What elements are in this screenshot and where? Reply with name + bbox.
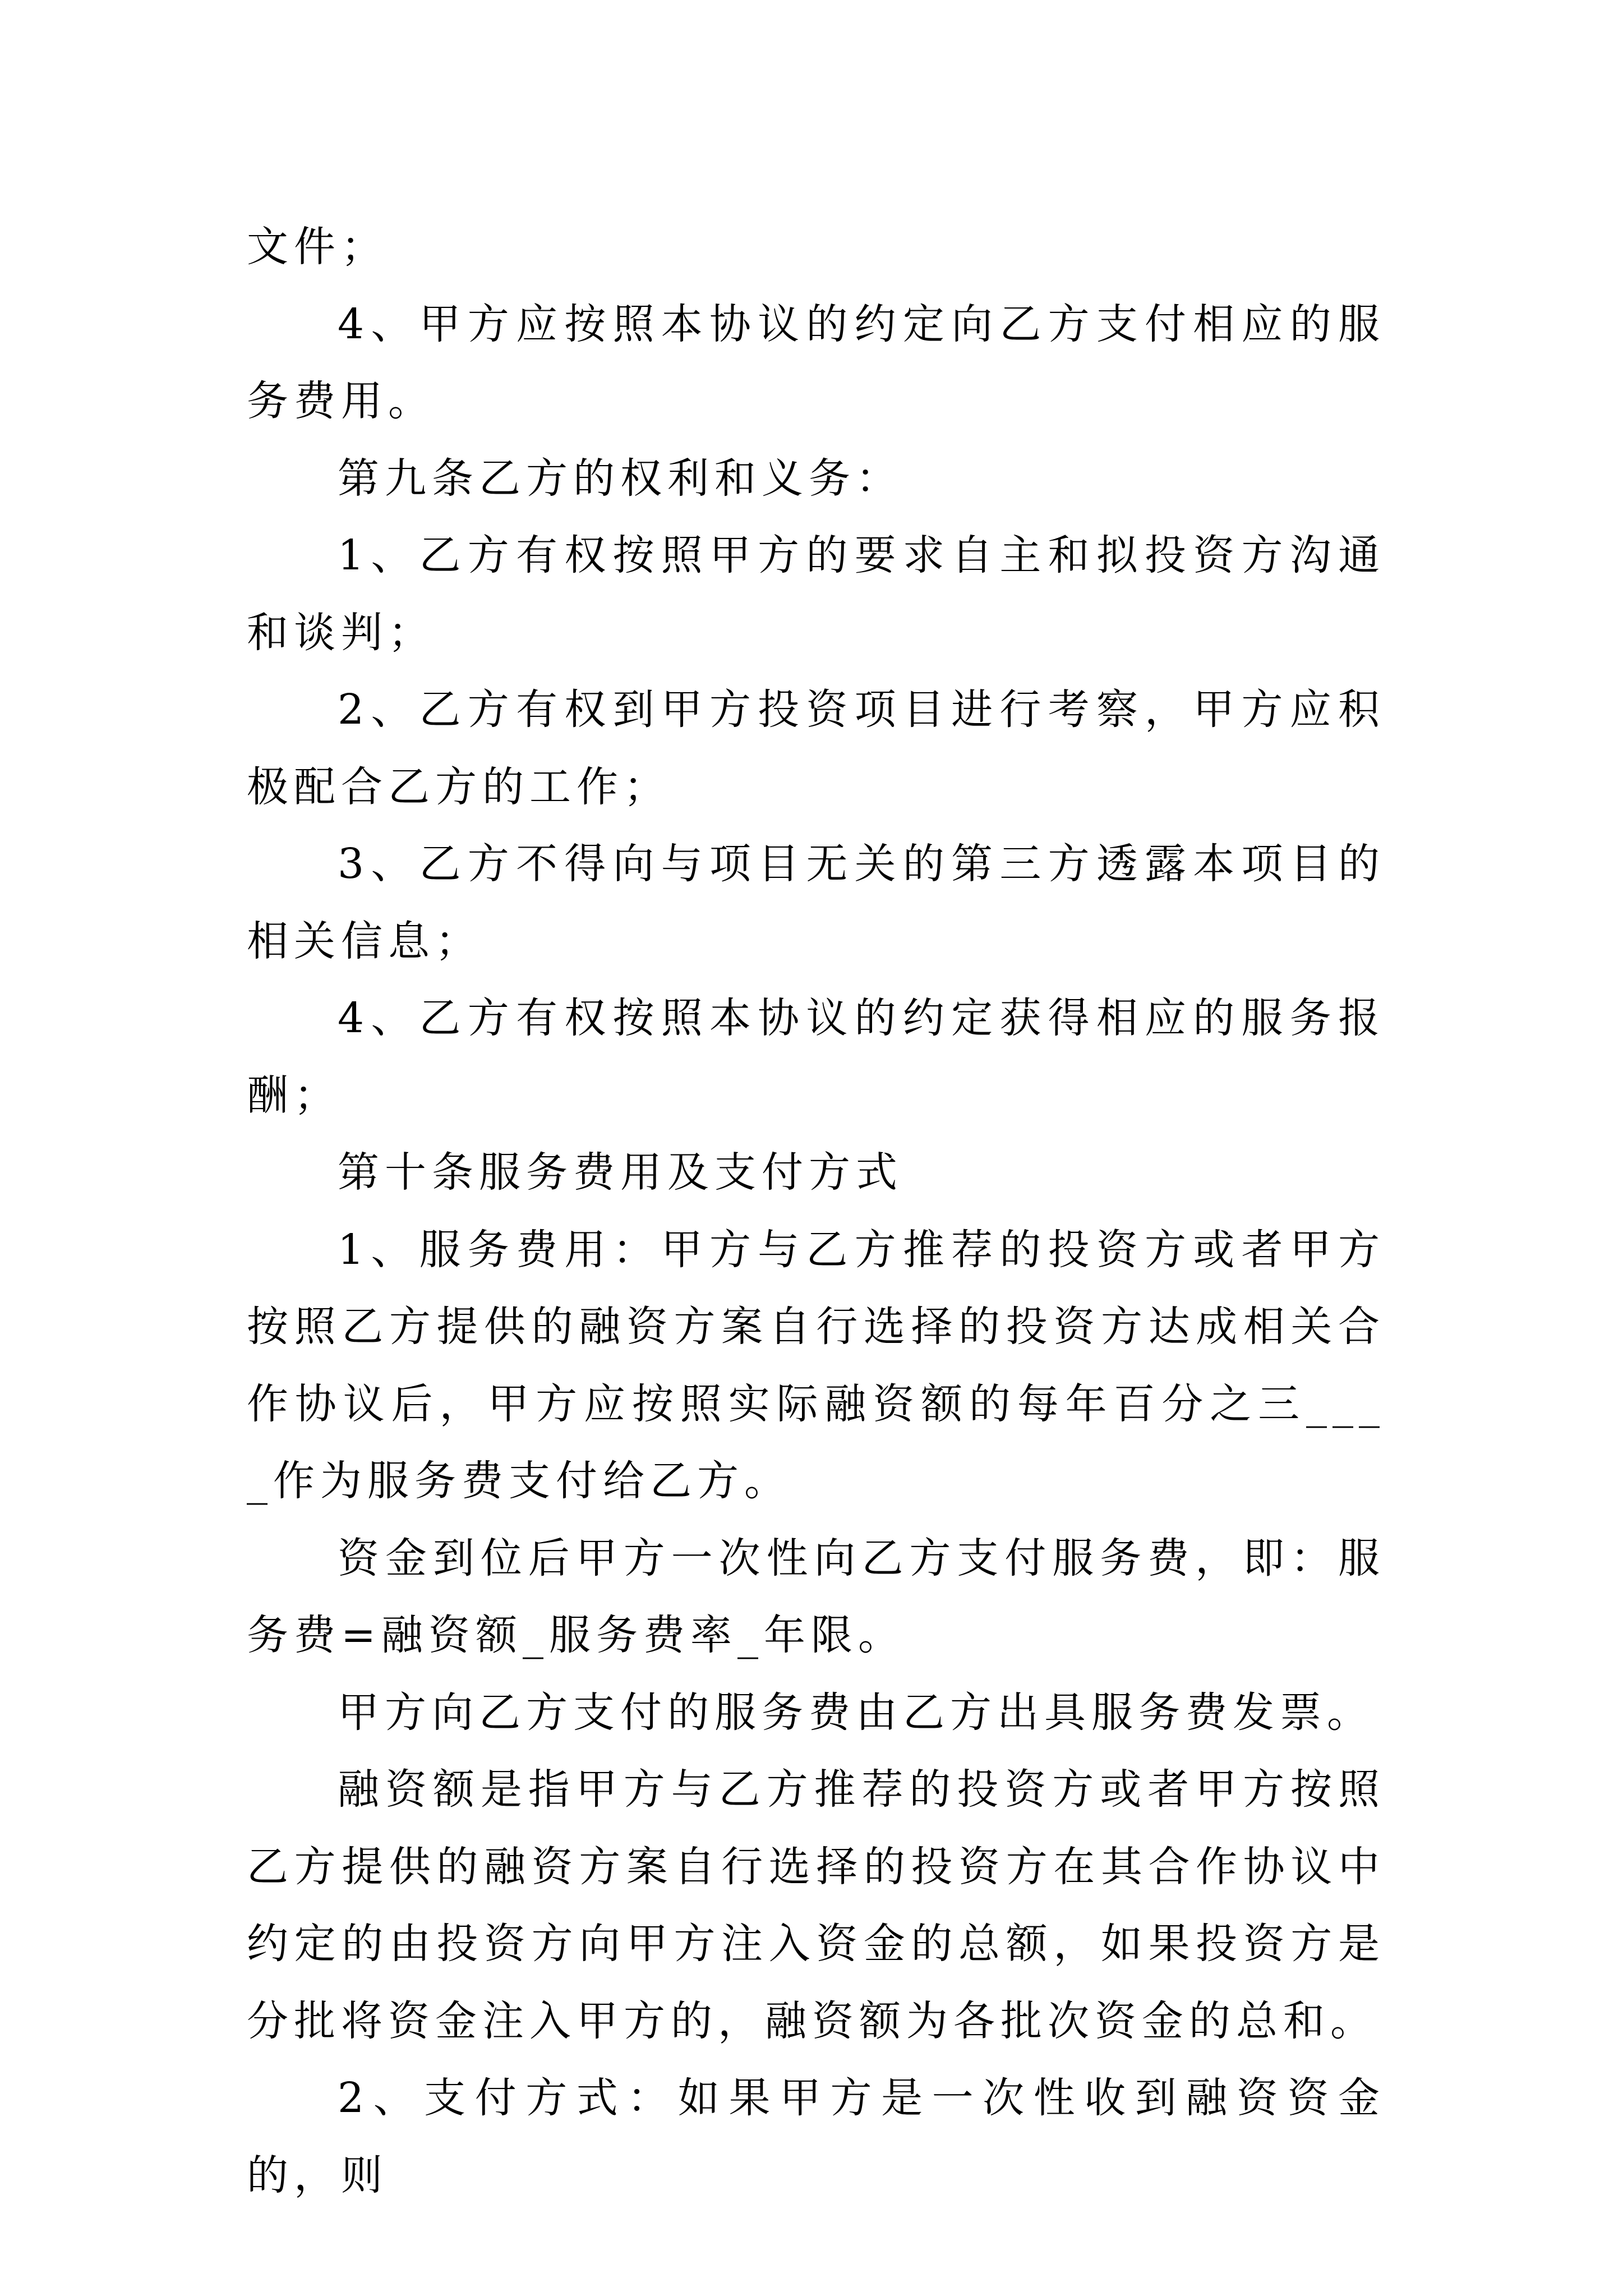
paragraph-13: 2、支付方式：如果甲方是一次性收到融资资金的，则 — [247, 2074, 1385, 2200]
paragraph-4: 1、乙方有权按照甲方的要求自主和拟投资方沟通和谈判； — [247, 531, 1385, 657]
paragraph-6: 3、乙方不得向与项目无关的第三方透露本项目的相关信息； — [247, 840, 1385, 965]
paragraph-12: 融资额是指甲方与乙方推荐的投资方或者甲方按照乙方提供的融资方案自行选择的投资方在其合作协议中约定的由投资方向甲方注入资金的总额，如果投资方是分批将资金注入甲方的，融资额为各批次资金的总和。 — [247, 1765, 1385, 2045]
document-body — [247, 209, 1385, 2214]
paragraph-9: 1、服务费用：甲方与乙方推荐的投资方或者甲方按照乙方提供的融资方案自行选择的投资方达成相关合作协议后，甲方应按照实际融资额的每年百分之三____作为服务费支付给乙方。 — [247, 1225, 1385, 1505]
paragraph-7: 4、乙方有权按照本协议的约定获得相应的服务报酬； — [247, 994, 1385, 1120]
paragraph-5: 2、乙方有权到甲方投资项目进行考察，甲方应积极配合乙方的工作； — [247, 685, 1385, 811]
paragraph-2: 4、甲方应按照本协议的约定向乙方支付相应的服务费用。 — [247, 300, 1385, 425]
article-9-heading: 第九条乙方的权利和义务： — [338, 454, 903, 503]
article-10-heading: 第十条服务费用及支付方式 — [338, 1148, 903, 1197]
paragraph-11: 甲方向乙方支付的服务费由乙方出具服务费发票。 — [338, 1688, 1374, 1737]
paragraph-1: 文件； — [247, 223, 388, 271]
paragraph-10: 资金到位后甲方一次性向乙方支付服务费，即：服务费=融资额_服务费率_年限。 — [247, 1534, 1385, 1659]
